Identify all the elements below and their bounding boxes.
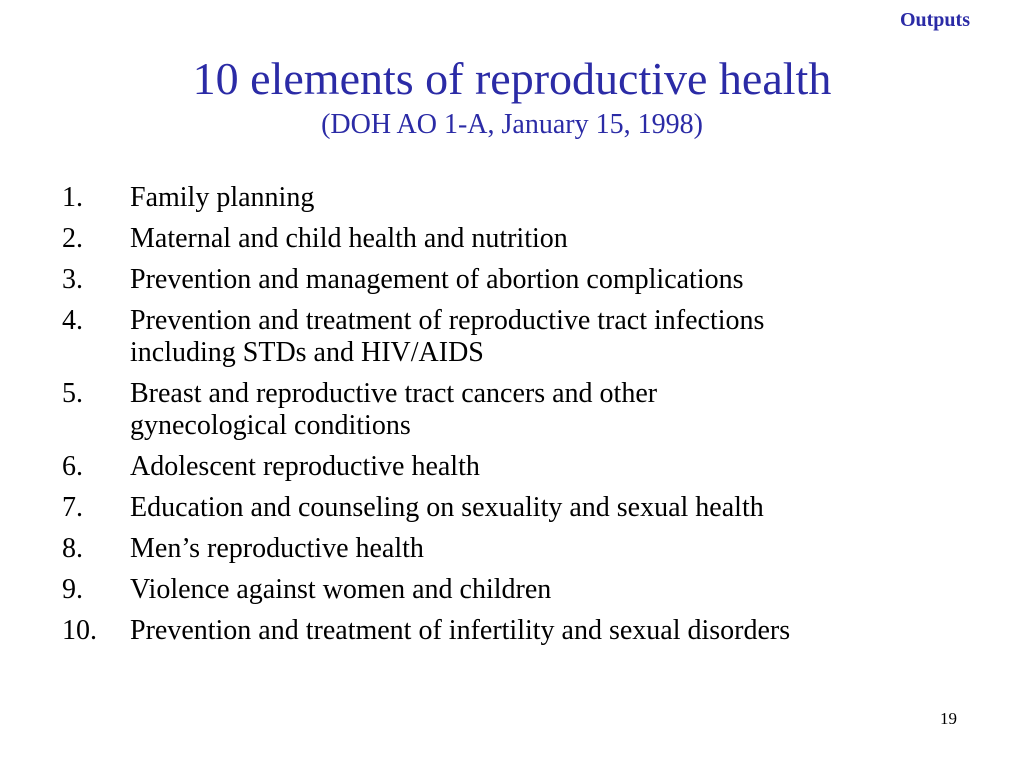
list-item-text: [130, 378, 962, 442]
section-tag: Outputs: [899, 9, 970, 31]
list-item-number: 7.: [62, 492, 83, 523]
elements-list: [62, 182, 962, 647]
list-item: [62, 305, 962, 369]
list-item-line: Prevention and treatment of reproductive tract infections: [130, 305, 765, 336]
list-item: [62, 615, 962, 647]
list-item-text: [130, 615, 962, 647]
list-item-line: Family planning: [130, 182, 315, 213]
list-item-line: Prevention and treatment of infertility and sexual disorders: [130, 615, 791, 646]
list-item-number: 9.: [62, 574, 83, 605]
list-item: [62, 182, 962, 214]
list-item-line: Maternal and child health and nutrition: [130, 223, 568, 254]
list-item-line: Breast and reproductive tract cancers and other: [130, 378, 658, 409]
list-item-line: Men’s reproductive health: [130, 533, 424, 564]
list-item-text: [130, 533, 962, 565]
list-item-line: Education and counseling on sexuality and sexual health: [130, 492, 764, 523]
list-item-line: Adolescent reproductive health: [130, 451, 480, 482]
title-block: [0, 52, 1024, 142]
list-item: [62, 378, 962, 442]
list-item: [62, 223, 962, 255]
list-item-number: 4.: [62, 305, 83, 336]
list-item: [62, 264, 962, 296]
list-item-line: Violence against women and children: [130, 574, 552, 605]
list-item-number: 6.: [62, 451, 83, 482]
list-item: [62, 574, 962, 606]
list-item-text: [130, 182, 962, 214]
list-item-line: gynecological conditions: [130, 410, 411, 441]
list-item: [62, 451, 962, 483]
list-item-line: including STDs and HIV/AIDS: [130, 337, 484, 368]
list-item-text: [130, 451, 962, 483]
list-item-text: [130, 264, 962, 296]
list-item-text: [130, 574, 962, 606]
slide-subtitle: (DOH AO 1-A, January 15, 1998): [321, 109, 703, 140]
list-item-number: 8.: [62, 533, 83, 564]
list-item: [62, 533, 962, 565]
list-item-number: 10.: [62, 615, 97, 646]
list-item-number: 1.: [62, 182, 83, 213]
list-item-line: Prevention and management of abortion complications: [130, 264, 744, 295]
list-item-text: [130, 492, 962, 524]
slide-title: 10 elements of reproductive health: [192, 53, 832, 104]
list-item-number: 5.: [62, 378, 83, 409]
list-item-number: 3.: [62, 264, 83, 295]
page-number: 19: [940, 709, 957, 728]
list-item: [62, 492, 962, 524]
list-item-text: [130, 223, 962, 255]
list-item-number: 2.: [62, 223, 83, 254]
list-item-text: [130, 305, 962, 369]
